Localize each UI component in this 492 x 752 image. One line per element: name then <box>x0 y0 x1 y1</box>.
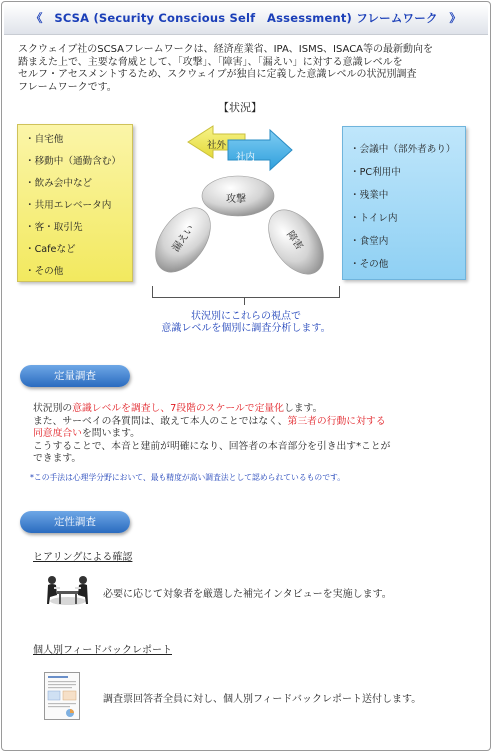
situation-item: ・トイレ内 <box>350 213 398 224</box>
situation-item: ・PC利用中 <box>350 167 401 178</box>
quant-text: また、サーベイの各質問は、敢えて本人のことではなく、 <box>33 415 288 427</box>
outside-situations-note <box>17 124 133 282</box>
intro-line: セルフ・アセスメントするため、スクウェイブが独自に定義した意識レベルの状況別調査 <box>18 69 417 80</box>
diagram-heading: 【状況】 <box>218 101 262 114</box>
situation-item: ・共用エレベータ内 <box>25 200 112 211</box>
situation-item: ・飲み会中など <box>25 178 93 189</box>
diagram-caption <box>0 311 492 335</box>
quant-text: します。 <box>283 403 323 414</box>
quant-text: こうすることで、本音と建前が明確になり、回答者の本音部分を引き出す*ことが <box>33 440 391 452</box>
situation-item: ・残業中 <box>350 190 389 201</box>
intro-line: スクウェイブ社のSCSAフレームワークは、経済産業省、IPA、ISMS、ISACA等の最新動向を <box>18 44 434 55</box>
outside-arrow-label: 社外 <box>207 140 227 151</box>
situation-item: ・Cafeなど <box>25 244 76 255</box>
summary-bracket <box>152 286 340 298</box>
inside-situations-note <box>342 126 466 280</box>
hearing-title: ヒアリングによる確認 <box>33 552 133 563</box>
hearing-description: 必要に応じて対象者を厳選した補完インタビューを実施します。 <box>103 589 392 600</box>
failure-label: 障害 <box>284 229 305 252</box>
situation-item: ・その他 <box>350 259 389 270</box>
quant-text: 状況別の <box>33 403 73 414</box>
quant-text: できます。 <box>33 453 82 464</box>
situation-item: ・食堂内 <box>350 236 389 247</box>
summary-bracket-tick <box>244 297 245 305</box>
situation-item: ・自宅他 <box>25 134 64 145</box>
report-document-icon <box>44 672 80 720</box>
caption-line: 意識レベルを個別に調査分析します。 <box>161 323 331 334</box>
quantitative-section-label: 定量調査 <box>20 365 130 387</box>
quant-highlight: 第三者の行動に対する <box>287 415 386 427</box>
footnote: *この手法は心理学分野において、最も精度が高い調査法として認められているものです。 <box>30 473 345 482</box>
intro-line: フレームワークです。 <box>18 81 117 93</box>
attack-label: 攻撃 <box>226 194 246 205</box>
quant-text: を問います。 <box>81 428 140 439</box>
meeting-icon <box>45 571 90 609</box>
situation-item: ・会議中（部外者あり） <box>350 144 456 155</box>
situation-item: ・その他 <box>25 266 64 277</box>
qualitative-section-label: 定性調査 <box>20 511 130 533</box>
quant-highlight: 意識レベルを調査し、7段階のスケールで定量化 <box>72 403 284 414</box>
intro-paragraph <box>18 44 480 94</box>
intro-line: 踏まえた上で、主要な脅威として、「攻撃」、「障害」、「漏えい」に対する意識レベルを <box>18 56 403 68</box>
situation-item: ・客・取引先 <box>25 222 83 233</box>
caption-line: 状況別にこれらの視点で <box>191 311 301 322</box>
inside-arrow-label: 社内 <box>236 152 256 163</box>
quant-highlight: 同意度合い <box>33 428 82 439</box>
situation-item: ・移動中（通勤含む） <box>25 156 121 167</box>
quantitative-text <box>33 403 390 466</box>
report-title: 個人別フィードバックレポート <box>33 645 172 656</box>
leak-label: 漏えい <box>170 223 197 255</box>
report-description: 調査票回答者全員に対し、個人別フィードバックレポート送付します。 <box>103 694 422 705</box>
page-title: 《 SCSA (Security Conscious Self Assessment) フレームワーク 》 <box>30 11 462 25</box>
